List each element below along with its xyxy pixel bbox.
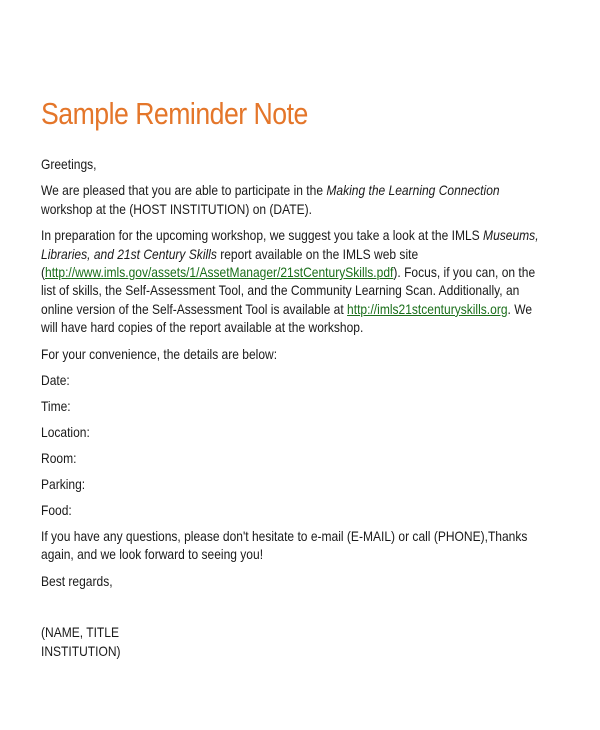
intro-paragraph xyxy=(41,182,541,219)
imls-report-link[interactable]: http://www.imls.gov/assets/1/AssetManager/21stCenturySkills.pdf xyxy=(45,265,394,281)
intro-text-end: workshop at the (HOST INSTITUTION) on (DATE). xyxy=(41,201,312,217)
preparation-paragraph xyxy=(41,227,541,337)
greeting: Greetings, xyxy=(41,157,97,172)
field-parking: Parking: xyxy=(41,477,86,493)
report-name: Museums, Libraries, and 21st Century Skills xyxy=(41,228,539,262)
prep-text-2: report available on the IMLS web site ( xyxy=(41,246,419,281)
field-location: Location: xyxy=(41,425,90,441)
workshop-name: Making the Learning Connection xyxy=(326,183,500,199)
intro-text-start: We are pleased that you are able to participate in the xyxy=(41,183,327,199)
closing: Best regards, xyxy=(41,573,113,589)
note-body xyxy=(41,156,541,661)
field-room: Room: xyxy=(41,451,77,467)
signature-name-title: (NAME, TITLE xyxy=(41,625,119,641)
skills-tool-link[interactable]: http://imls21stcenturyskills.org xyxy=(347,301,508,317)
document-title: Sample Reminder Note xyxy=(41,96,308,131)
questions-paragraph: If you have any questions, please don't hesitate to e-mail (E-MAIL) or call (PHONE),Thanks again, and we look forward to seeing you! xyxy=(41,529,528,563)
field-date: Date: xyxy=(41,373,70,389)
prep-text-1: In preparation for the upcoming workshop, we suggest you take a look at the IMLS xyxy=(41,228,484,244)
signature-institution: INSTITUTION) xyxy=(41,643,121,659)
signature-spacer xyxy=(41,591,541,624)
details-intro: For your convenience, the details are below: xyxy=(41,346,278,362)
field-food: Food: xyxy=(41,503,72,519)
prep-text-4: . We will have hard copies of the report available at the workshop. xyxy=(41,301,533,336)
prep-text-3: ). Focus, if you can, on the list of skills, the Self-Assessment Tool, and the Community Learning Scan. Additionally, an online version of the Self-Assessment Tool is available at xyxy=(41,265,536,317)
field-time: Time: xyxy=(41,399,71,415)
